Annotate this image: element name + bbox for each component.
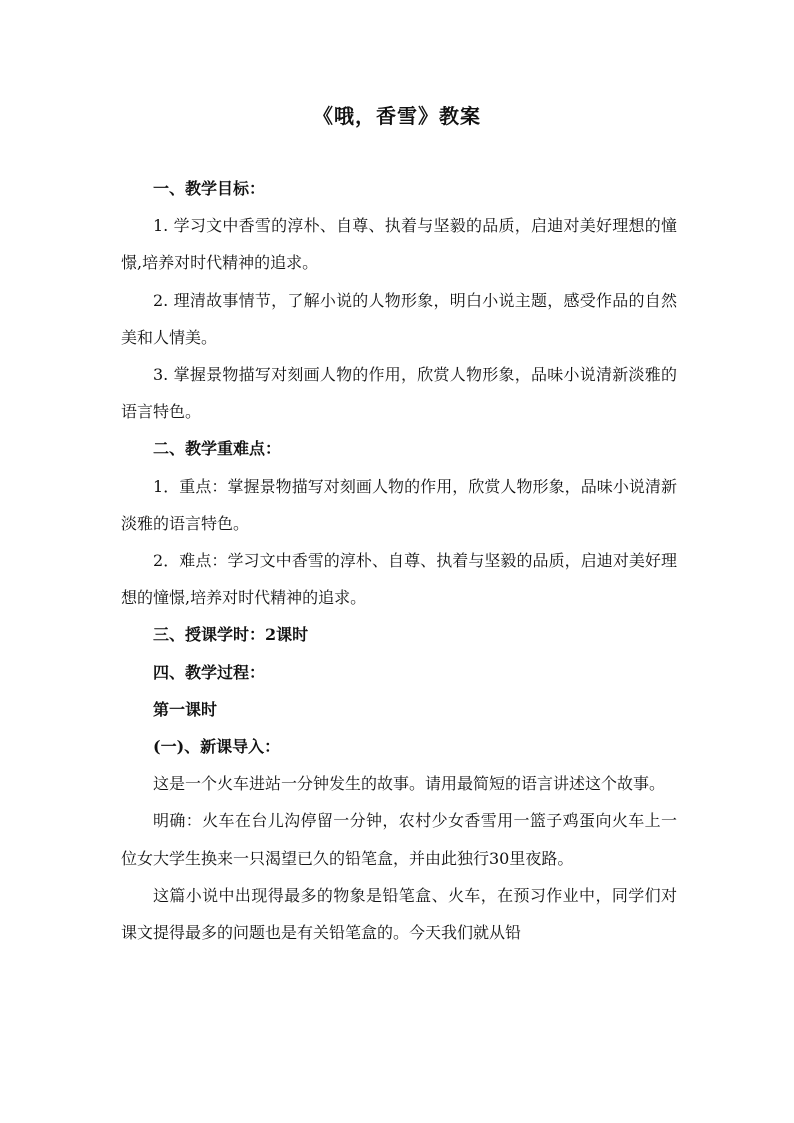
paragraph-intro-question: 这是一个火车进站一分钟发生的故事。请用最简短的语言讲述这个故事。: [153, 774, 666, 794]
section-heading-process: 四、教学过程：: [153, 662, 266, 682]
paragraph-objective-1: 1. 学习文中香雪的淳朴、自尊、执着与坚毅的品质，启迪对美好理想的憧憬,培养对时代精神的追求。: [121, 216, 677, 273]
paragraph-objective-2: 2. 理清故事情节，了解小说的人物形象，明白小说主题，感受作品的自然美和人情美。: [121, 290, 677, 347]
section-heading-class-hours: 三、授课学时：2课时: [153, 625, 309, 645]
document-body: [121, 170, 677, 951]
section-heading-objectives: 一、教学目标：: [153, 179, 266, 198]
paragraph-difficult-point: 2．难点：学习文中香雪的淳朴、自尊、执着与坚毅的品质，启迪对美好理想的憧憬,培养对时代精神的追求。: [121, 551, 677, 608]
section-heading-key-points: 二、教学重难点：: [153, 439, 282, 459]
subheading-first-lesson: 第一课时: [153, 699, 218, 719]
paragraph-objective-3: 3. 掌握景物描写对刻画人物的作用，欣赏人物形象，品味小说清新淡雅的语言特色。: [121, 365, 677, 422]
paragraph-intro-continuation: 这篇小说中出现得最多的物象是铅笔盒、火车，在预习作业中，同学们对课文提得最多的问题也是有关铅笔盒的。今天我们就从铅: [121, 885, 677, 943]
paragraph-key-point: 1．重点：掌握景物描写对刻画人物的作用，欣赏人物形象，品味小说清新淡雅的语言特色。: [121, 476, 677, 533]
page-title: 《哦，香雪》教案: [313, 104, 481, 128]
subheading-introduction: (一)、新课导入：: [153, 737, 281, 757]
paragraph-intro-answer: 明确：火车在台儿沟停留一分钟，农村少女香雪用一篮子鸡蛋向火车上一位女大学生换来一只渴望已久的铅笔盒，并由此独行30里夜路。: [121, 811, 677, 868]
